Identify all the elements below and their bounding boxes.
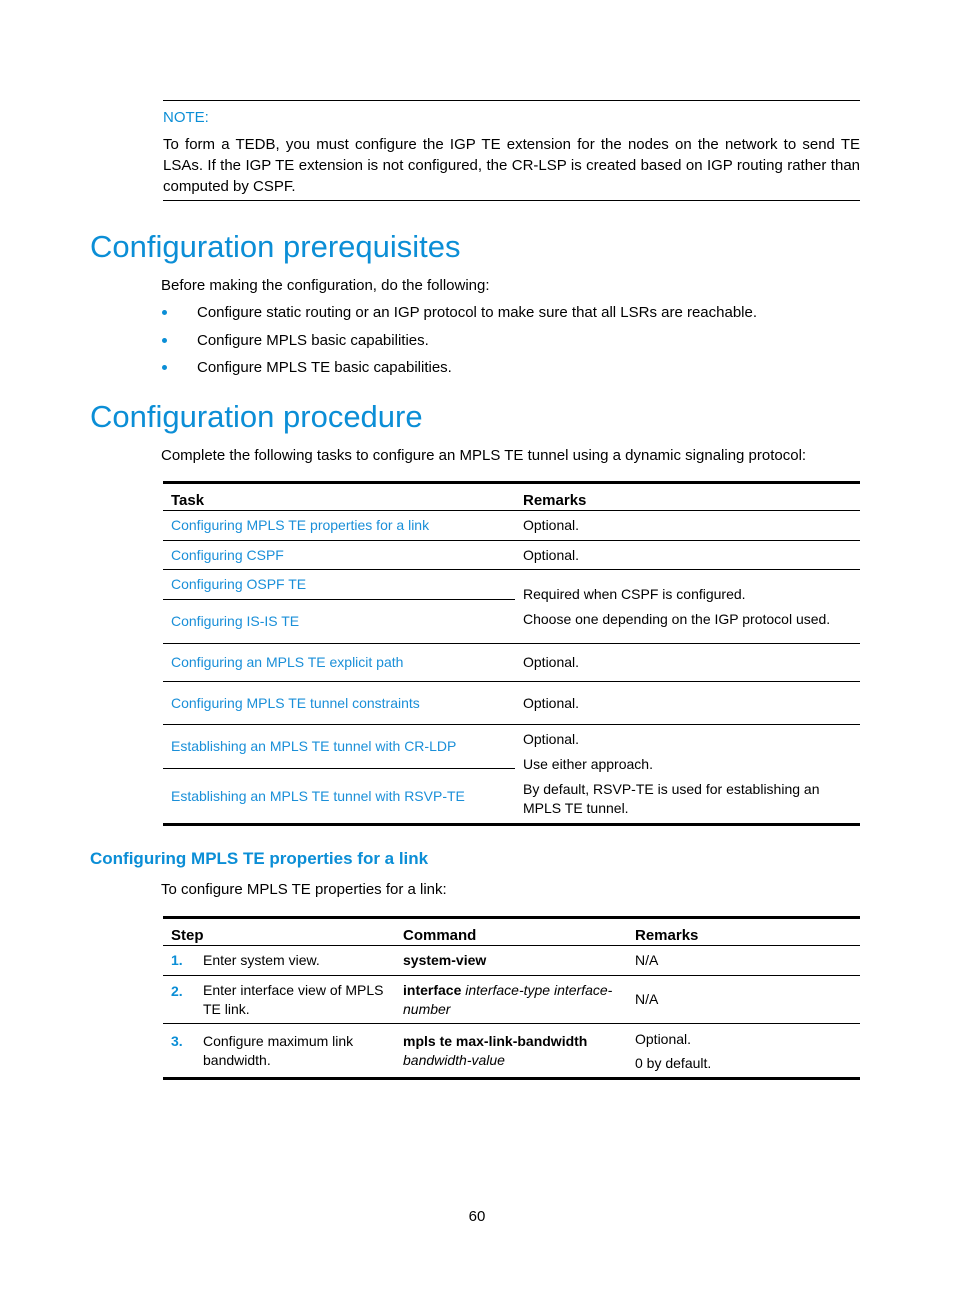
task-remarks: Optional. bbox=[523, 694, 580, 711]
link-props-heading: Configuring MPLS TE properties for a link bbox=[90, 849, 429, 868]
task-link-cr-ldp[interactable]: Establishing an MPLS TE tunnel with CR-LDP bbox=[171, 738, 457, 754]
list-item: Configure MPLS TE basic capabilities. bbox=[161, 358, 757, 386]
step-description: Configure maximum link bandwidth. bbox=[203, 1032, 354, 1068]
step-number: 3. bbox=[171, 1033, 183, 1049]
step-remarks: N/A bbox=[635, 952, 659, 968]
task-link-te-properties[interactable]: Configuring MPLS TE properties for a link bbox=[171, 517, 430, 533]
step-description: Enter interface view of MPLS TE link. bbox=[203, 981, 384, 1017]
task-remarks: By default, RSVP-TE is used for establishing an MPLS TE tunnel. bbox=[523, 781, 820, 816]
table-row bbox=[163, 1024, 860, 1079]
table-header-row bbox=[163, 483, 860, 511]
bullet-icon bbox=[162, 365, 167, 370]
column-header-remarks: Remarks bbox=[635, 927, 699, 944]
table-row bbox=[163, 946, 860, 976]
step-table bbox=[163, 916, 860, 1080]
prereq-intro: Before making the configuration, do the following: bbox=[161, 277, 490, 294]
step-remarks: N/A bbox=[635, 991, 659, 1007]
step-command: interface interface-type interface-number bbox=[403, 981, 613, 1017]
task-link-ospf-te[interactable]: Configuring OSPF TE bbox=[171, 576, 307, 592]
task-link-rsvp-te[interactable]: Establishing an MPLS TE tunnel with RSVP-TE bbox=[171, 788, 465, 804]
task-table bbox=[163, 481, 860, 826]
page-number: 60 bbox=[468, 1208, 486, 1225]
step-number: 2. bbox=[171, 983, 183, 999]
link-props-intro: To configure MPLS TE properties for a link: bbox=[161, 881, 447, 898]
table-row bbox=[163, 725, 860, 825]
step-description: Enter system view. bbox=[203, 952, 320, 968]
task-remarks: Choose one depending on the IGP protocol used. bbox=[523, 610, 831, 627]
column-header-remarks: Remarks bbox=[523, 492, 587, 509]
table-row bbox=[163, 570, 860, 644]
task-link-tunnel-constraints[interactable]: Configuring MPLS TE tunnel constraints bbox=[171, 694, 420, 711]
task-remarks: Required when CSPF is configured. bbox=[523, 585, 746, 602]
table-row bbox=[163, 682, 860, 725]
task-remarks: Use either approach. bbox=[523, 756, 653, 772]
column-header-command: Command bbox=[403, 927, 477, 944]
prereq-heading: Configuration prerequisites bbox=[90, 229, 461, 264]
list-item: Configure static routing or an IGP protocol to make sure that all LSRs are reachable. bbox=[161, 303, 757, 331]
table-row bbox=[163, 541, 860, 570]
note-text: To form a TEDB, you must configure the IGP TE extension for the nodes on the network to send TE LSAs. If the IGP TE extension is not configured, the CR-LSP is created based on IGP routing rather than computed by CSPF. bbox=[163, 136, 860, 195]
table-header-row bbox=[163, 918, 860, 946]
list-item: Configure MPLS basic capabilities. bbox=[161, 331, 757, 359]
table-row bbox=[163, 644, 860, 682]
task-link-isis-te[interactable]: Configuring IS-IS TE bbox=[171, 613, 300, 629]
note-box bbox=[163, 100, 860, 201]
prereq-list bbox=[161, 303, 757, 386]
task-remarks: Optional. bbox=[523, 546, 580, 563]
task-link-cspf[interactable]: Configuring CSPF bbox=[171, 546, 284, 563]
task-remarks: Optional. bbox=[523, 654, 580, 670]
task-link-explicit-path[interactable]: Configuring an MPLS TE explicit path bbox=[171, 654, 404, 670]
table-row bbox=[163, 511, 860, 541]
procedure-intro: Complete the following tasks to configure an MPLS TE tunnel using a dynamic signaling protocol: bbox=[161, 447, 807, 464]
task-remarks: Optional. bbox=[523, 731, 580, 747]
procedure-heading: Configuration procedure bbox=[90, 399, 423, 434]
step-command: mpls te max-link-bandwidth bandwidth-value bbox=[403, 1032, 588, 1068]
bullet-icon bbox=[162, 310, 167, 315]
task-remarks: Optional. bbox=[523, 517, 580, 533]
step-number: 1. bbox=[171, 952, 183, 968]
table-row bbox=[163, 976, 860, 1024]
column-header-step: Step bbox=[171, 927, 204, 944]
step-remarks: Optional. 0 by default. bbox=[635, 1030, 712, 1071]
column-header-task: Task bbox=[171, 492, 205, 509]
bullet-icon bbox=[162, 338, 167, 343]
step-command: system-view bbox=[403, 952, 487, 968]
note-label: NOTE: bbox=[163, 109, 209, 126]
